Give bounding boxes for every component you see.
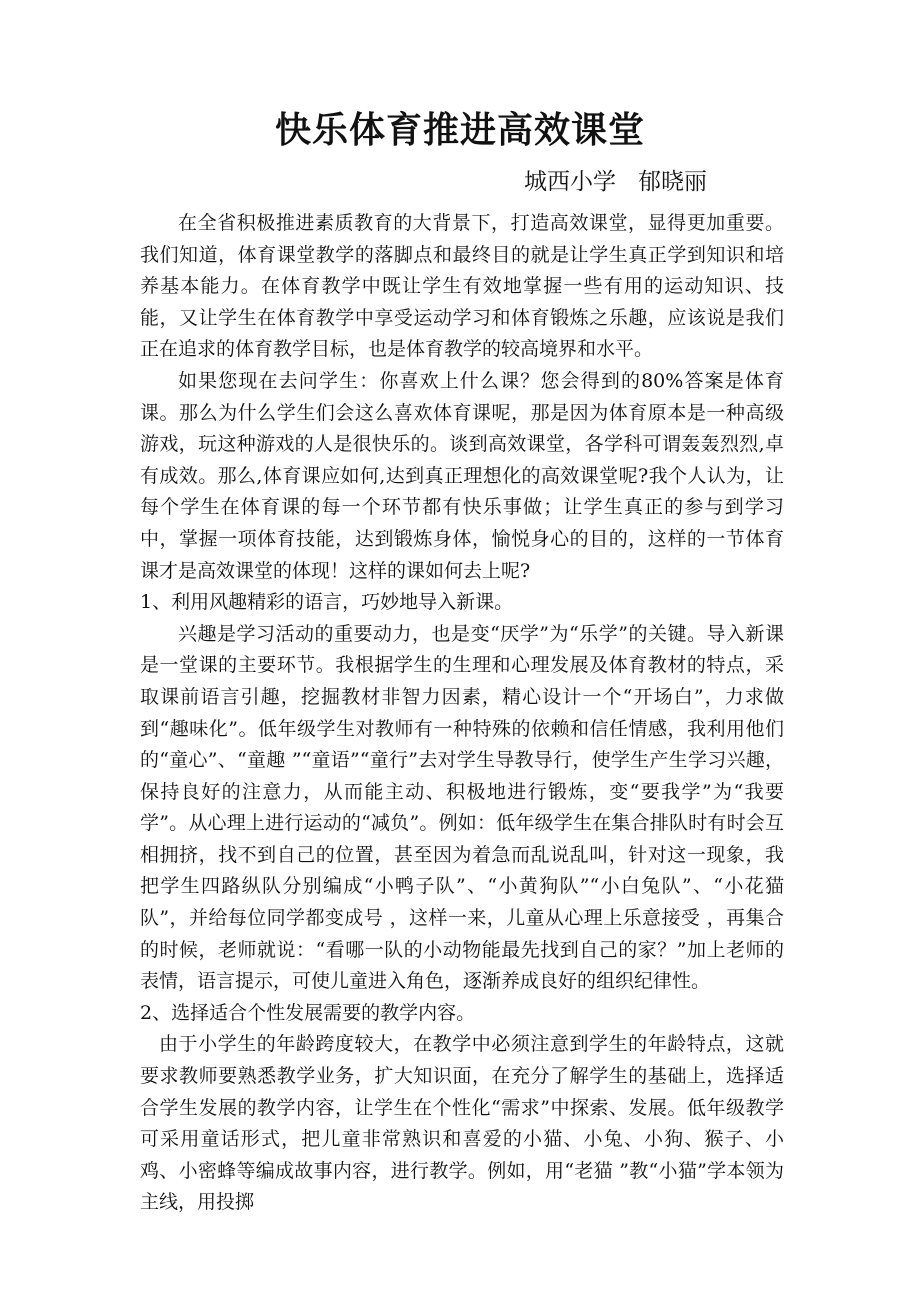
paragraph-intro: 在全省积极推进素质教育的大背景下，打造高效课堂，显得更加重要。我们知道，体育课堂教学的落脚点和最终目的就是让学生真正学到知识和培养基本能力。在体育教学中既让学生有效地掌握一些有用的运动知识、技能，又让学生在体育教学中享受运动学习和体育锻炼之乐趣，应该说是我们正在追求的体育教学目标，也是体育教学的较高境界和水平。 bbox=[140, 212, 784, 361]
document-body bbox=[140, 208, 784, 1219]
section-heading-2: 2、选择适合个性发展需要的教学内容。 bbox=[140, 1001, 476, 1024]
author-name: 郁晓丽 bbox=[638, 169, 707, 195]
paragraph-section-1: 兴趣是学习活动的重要动力，也是变“厌学”为“乐学”的关键。导入新课是一堂课的主要环节。我根据学生的生理和心理发展及体育教材的特点，采取课前语言引趣，挖掘教材非智力因素，精心设计一个“开场白”，力求做到“趣味化”。低年级学生对教师有一种特殊的依赖和信任情感，我利用他们的“童心”、“童趣 ”“童语”“童行”去对学生导教导行，使学生产生学习兴趣，保持良好的注意力，从而能主动、积极地进行锻炼，变“要我学”为“我要学”。从心理上进行运动的“减负”。例如：低年级学生在集合排队时有时会互相拥挤，找不到自己的位置，甚至因为着急而乱说乱叫，针对这一现象，我把学生四路纵队分别编成“小鸭子队”、“小黄狗队”“小白兔队”、“小花猫队”，并给每位同学都变成号 ，这样一来，儿童从心理上乐意接受 ，再集合的时候，老师就说：“看哪一队的小动物能最先找到自己的家？”加上老师的表情，语言提示，可使儿童进入角色，逐渐养成良好的组织纪律性。 bbox=[140, 622, 784, 993]
document-title: 快乐体育推进高效课堂 bbox=[274, 110, 645, 151]
paragraph-question: 如果您现在去问学生：你喜欢上什么课？您会得到的80%答案是体育课。那么为什么学生们会这么喜欢体育课呢，那是因为体育原本是一种高级游戏，玩这种游戏的人是很快乐的。谈到高效课堂，各学科可谓轰轰烈烈,卓有成效。那么,体育课应如何,达到真正理想化的高效课堂呢?我个人认为，让每个学生在体育课的每一个环节都有快乐事做；让学生真正的参与到学习中，掌握一项体育技能，达到锻炼身体，愉悦身心的目的，这样的一节体育课才是高效课堂的体现！这样的课如何去上呢? bbox=[140, 369, 784, 582]
author-line bbox=[524, 166, 884, 198]
author-school: 城西小学 bbox=[524, 169, 616, 195]
paragraph-section-2: 由于小学生的年龄跨度较大，在教学中必须注意到学生的年龄特点，这就要求教师要熟悉教学业务，扩大知识面，在充分了解学生的基础上，选择适合学生发展的教学内容，让学生在个性化“需求”中探索、发展。低年级教学可采用童话形式，把儿童非常熟识和喜爱的小猫、小兔、小狗、猴子、小鸡、小密蜂等编成故事内容，进行教学。例如，用“老猫 ”教“小猫”学本领为主线，用投掷 bbox=[140, 1033, 784, 1214]
section-heading-1: 1、利用风趣精彩的语言，巧妙地导入新课。 bbox=[140, 591, 514, 614]
